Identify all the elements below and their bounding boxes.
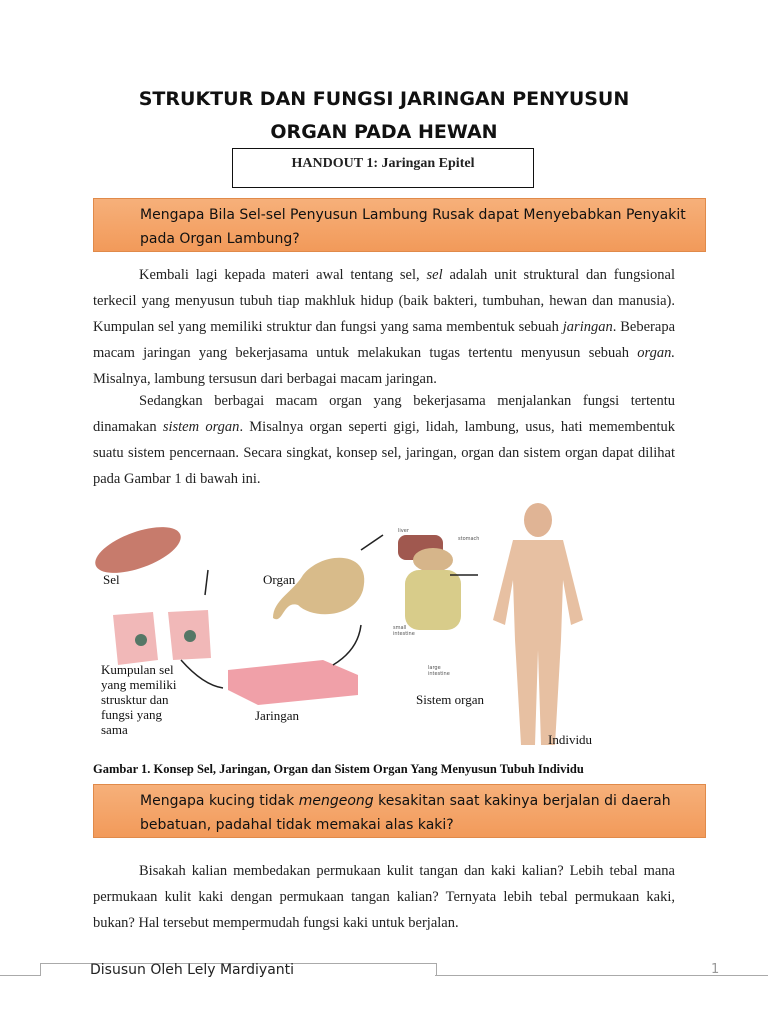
- label-large-intestine: large intestine: [428, 665, 450, 677]
- label-stomach: stomach: [458, 536, 480, 542]
- intestine-shape: [405, 570, 461, 630]
- title-line-2: ORGAN PADA HEWAN: [270, 121, 498, 143]
- figure-cell-to-organism: [93, 500, 633, 758]
- paragraph-3: Bisakah kalian membedakan permukaan kulit tangan dan kaki kalian? Lebih tebal mana permukaan kulit kaki dengan permukaan tangan kalian? Ternyata lebih tebal permukaan kaki, bukan? Hal tersebut mempermudah fungsi kaki untuk berjalan.: [93, 863, 675, 931]
- label-individu: Individu: [548, 732, 593, 747]
- human-body: [524, 503, 552, 537]
- footer-rule: [0, 975, 40, 976]
- stomach-shape: [273, 558, 364, 619]
- tissue-shape: [228, 660, 358, 705]
- label-small-intestine: small intestine: [393, 625, 415, 637]
- label-organ: Organ: [263, 572, 296, 587]
- label-kumpulan: Kumpulan sel yang memiliki strusktur dan fungsi yang sama: [101, 662, 177, 737]
- handout-box: HANDOUT 1: Jaringan Epitel: [232, 148, 534, 188]
- figure-caption: Gambar 1. Konsep Sel, Jaringan, Organ dan Sistem Organ Yang Menyusun Tubuh Individu: [93, 762, 584, 776]
- label-sel: Sel: [103, 572, 120, 587]
- paragraph-1: Kembali lagi kepada materi awal tentang sel, sel adalah unit struktural dan fungsional terkecil yang menyusun tubuh tiap makhluk hidup (baik bakteri, tumbuhan, hewan dan manusia). Kumpulan sel yang memiliki struktur dan fungsi yang sama membentuk sebuah jaringan. Beberapa macam jaringan yang bekerjasama untuk melakukan tugas tertentu menyusun sebuah organ. Misalnya, lambung tersusun dari berbagai macam jaringan.: [93, 267, 676, 387]
- paragraph-2: Sedangkan berbagai macam organ yang bekerjasama menjalankan fungsi tertentu dinamakan sistem organ. Misalnya organ seperti gigi, lidah, lambung, usus, hati memembentuk suatu sistem pencernaan. Secara singkat, konsep sel, jaringan, organ dan sistem organ dapat dilihat pada Gambar 1 di bawah ini.: [93, 393, 675, 487]
- label-jaringan: Jaringan: [255, 708, 300, 723]
- label-sistem-organ: Sistem organ: [416, 692, 485, 707]
- title-line-1: STRUKTUR DAN FUNGSI JARINGAN PENYUSUN: [138, 88, 630, 110]
- question-box-2: Mengapa kucing tidak mengeong kesakitan saat kakinya berjalan di daerah bebatuan, padahal tidak memakai alas kaki?: [93, 784, 706, 838]
- footer-author: Disusun Oleh Lely Mardiyanti: [90, 962, 295, 978]
- label-liver: liver: [398, 528, 409, 534]
- question-box-1: Mengapa Bila Sel-sel Penyusun Lambung Rusak dapat Menyebabkan Penyakit pada Organ Lambung?: [93, 198, 706, 252]
- page-number: 1: [711, 962, 720, 977]
